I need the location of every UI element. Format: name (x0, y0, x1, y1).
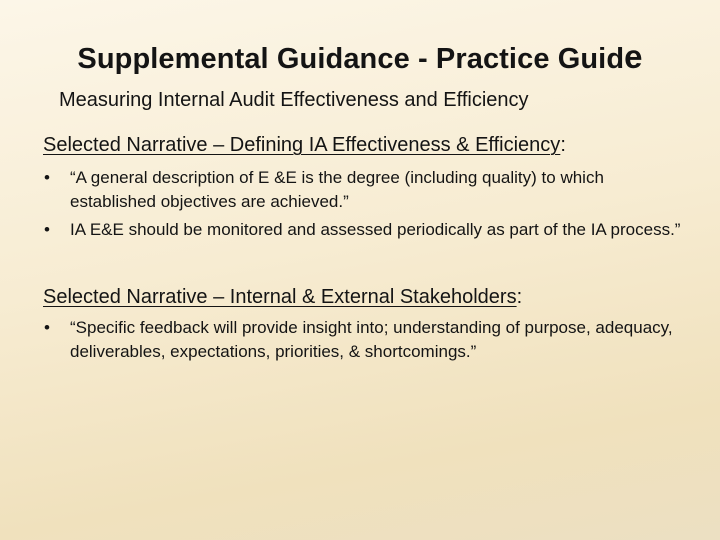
section-heading-text: Selected Narrative – Internal & External Stakeholders (43, 286, 517, 308)
bullet-list-stakeholders (43, 316, 693, 368)
bullet-text: IA E&E should be monitored and assessed periodically as part of the IA process.” (70, 220, 681, 239)
bullet-icon: • (44, 168, 50, 187)
bullet-icon: • (44, 318, 50, 337)
section-heading-effectiveness (43, 134, 566, 157)
bullet-item (43, 316, 693, 364)
bullet-list-effectiveness (43, 166, 693, 246)
slide-title-last-letter: e (624, 38, 643, 75)
section-heading-stakeholders (43, 286, 522, 309)
bullet-item (43, 166, 693, 214)
section-heading-colon: : (560, 134, 566, 156)
slide-subtitle: Measuring Internal Audit Effectiveness and Efficiency (59, 89, 529, 111)
bullet-icon: • (44, 220, 50, 239)
bullet-text: “A general description of E &E is the degree (including quality) to which established objectives are achieved.” (70, 168, 604, 211)
bullet-item (43, 218, 693, 242)
slide-title-text: Supplemental Guidance - Practice Guid (77, 43, 625, 75)
slide-title (0, 38, 720, 76)
bullet-text: “Specific feedback will provide insight into; understanding of purpose, adequacy, deliverables, expectations, priorities, & shortcomings.” (70, 318, 673, 361)
section-heading-colon: : (516, 286, 523, 308)
section-heading-text: Selected Narrative – Defining IA Effectiveness & Efficiency (43, 134, 561, 156)
